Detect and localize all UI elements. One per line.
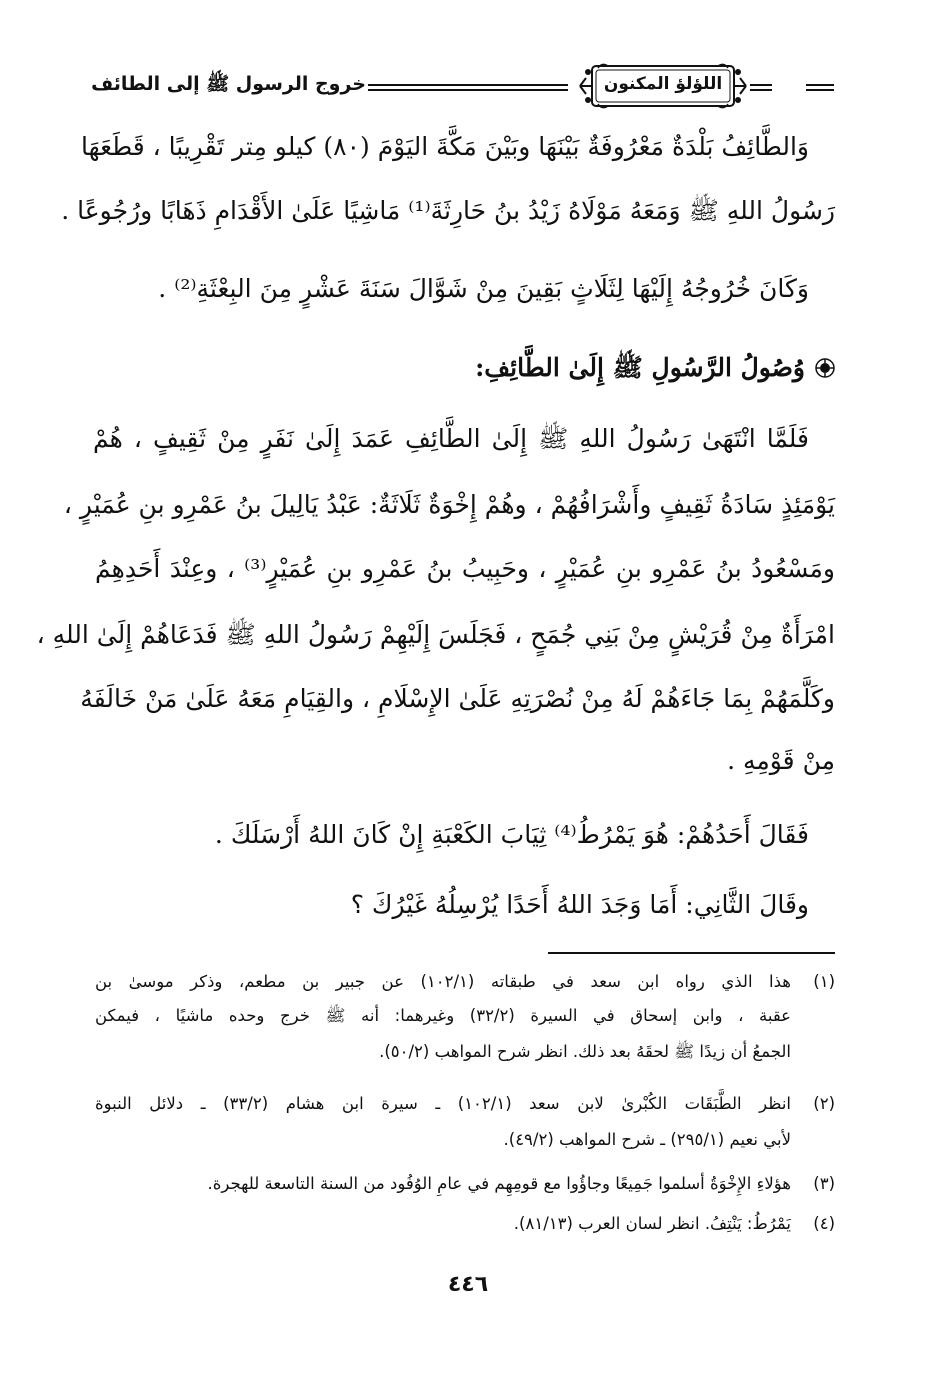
- footnote-line: لأبي نعيم (٢٩٥/١) ـ شرح المواهب (٤٩/٢).: [503, 1130, 791, 1149]
- footnote-text: هذا الذي رواه ابن سعد في طبقاته (١٠٢/١) عن جبير بن مطعم، وذكر موسىٰ بن: [95, 972, 792, 991]
- body-line: وَالطَّائِفُ بَلْدَةٌ مَعْرُوفَةٌ بَيْنَهَا وبَيْنَ مَكَّةَ اليَوْمَ (٨٠) كيلو مِتر تَقْرِيبًا ، قَطَعَهَا: [81, 132, 809, 161]
- header-rule-left: [368, 84, 568, 91]
- body-line: وقَالَ الثَّانِي: أَمَا وَجَدَ اللهُ أَحَدًا يُرْسِلُهُ غَيْرُكَ ؟: [350, 890, 809, 919]
- header-rule-mid: [750, 84, 772, 91]
- body-line: وكَلَّمَهُمْ بِمَا جَاءَهُمْ لَهُ مِنْ نُصْرَتِهِ عَلَىٰ الإِسْلَامِ ، والقِيَامِ مَعَهُ عَلَىٰ مَنْ خَالَفَهُ: [80, 684, 835, 713]
- footnote-text: يَمْرُطُ: يَنْتِفُ. انظر لسان العرب (٨١/١٣).: [513, 1214, 791, 1233]
- body-line: رَسُولُ اللهِ ﷺ وَمَعَهُ مَوْلَاهُ زَيْدُ بنُ حَارِثَةَ⁽¹⁾ مَاشِيًا عَلَىٰ الأَقْدَامِ ذَهَابًا ورُجُوعًا .: [61, 196, 835, 225]
- body-line: ومَسْعُودُ بنُ عَمْرِو بنِ عُمَيْرٍ ، وحَبِيبُ بنُ عَمْرِو بنِ عُمَيْرٍ⁽³⁾ ، وعِنْدَ أَحَدِهِمُ: [95, 554, 835, 583]
- body-line: امْرَأَةٌ مِنْ قُرَيْشٍ مِنْ بَنِي جُمَحٍ ، فَجَلَسَ إِلَيْهِمْ رَسُولُ اللهِ ﷺ فَدَعَاهُمْ إِلَىٰ اللهِ ،: [36, 620, 835, 649]
- flower-bullet-icon: [815, 358, 835, 378]
- body-line: وَكَانَ خُرُوجُهُ إِلَيْهَا لِثَلَاثٍ بَقِينَ مِنْ شَوَّالَ سَنَةَ عَشْرٍ مِنَ البِعْثَةِ⁽²⁾ .: [158, 274, 809, 303]
- body-line: فَلَمَّا انْتَهَىٰ رَسُولُ اللهِ ﷺ إِلَىٰ الطَّائِفِ عَمَدَ إِلَىٰ نَفَرٍ مِنْ ثَقِيفٍ ، هُمْ: [93, 424, 809, 453]
- section-heading: [95, 352, 835, 389]
- footnote-number: (١): [813, 972, 836, 991]
- page-header: [0, 56, 937, 116]
- footnote-line: [95, 972, 835, 991]
- book-title-cartouche: [578, 60, 748, 112]
- footnote-separator: [548, 952, 835, 954]
- footnote-line: [95, 1174, 835, 1193]
- footnote-line: [95, 1094, 835, 1113]
- page-number: ٤٤٦: [447, 1272, 489, 1297]
- footnote-text: انظر الطَّبَقَات الكُبْرىٰ لابن سعد (١٠٢/١) ـ سيرة ابن هشام (٣٣/٢) ـ دلائل النبوة: [95, 1094, 792, 1113]
- header-rule-right: [806, 84, 834, 91]
- footnote-number: (٢): [813, 1094, 836, 1113]
- section-heading-text: وُصُولُ الرَّسُولِ ﷺ إِلَىٰ الطَّائِفِ:: [475, 353, 805, 382]
- body-line: مِنْ قَوْمِهِ .: [727, 746, 835, 775]
- footnote-number: (٤): [813, 1214, 835, 1233]
- body-line: فَقَالَ أَحَدُهُمْ: هُوَ يَمْرُطُ⁽⁴⁾ ثِيَابَ الكَعْبَةِ إِنْ كَانَ اللهُ أَرْسَلَكَ .: [214, 820, 809, 849]
- footnote-line: [95, 1214, 835, 1233]
- footnote-text: هؤلاءِ الإِخْوَةُ أسلموا جَمِيعًا وجاؤُوا مع قومِهِم في عامِ الوُفُود من السنة التاسعة للهجرة.: [207, 1174, 791, 1193]
- body-line: يَوْمَئِذٍ سَادَةُ ثَقِيفٍ وأَشْرَافُهُمْ ، وهُمْ إِخْوَةٌ ثَلَاثَةٌ: عَبْدُ يَالِيلَ بنُ عَمْرِو بنِ عُمَيْرٍ ،: [63, 490, 835, 519]
- footnote-line: عقبة ، وابن إسحاق في السيرة (٣٢/٢) وغيرهما: أنه ﷺ خرج وحده ماشيًا ، فيمكن: [95, 1006, 792, 1025]
- book-title: اللؤلؤ المكنون: [603, 74, 723, 94]
- footnote-number: (٣): [813, 1174, 835, 1193]
- footnote-line: الجمعُ أن زيدًا ﷺ لحقَهُ بعد ذلك. انظر شرح المواهب (٥٠/٢).: [379, 1042, 791, 1061]
- chapter-running-head: خروج الرسول ﷺ إلى الطائف: [91, 73, 366, 95]
